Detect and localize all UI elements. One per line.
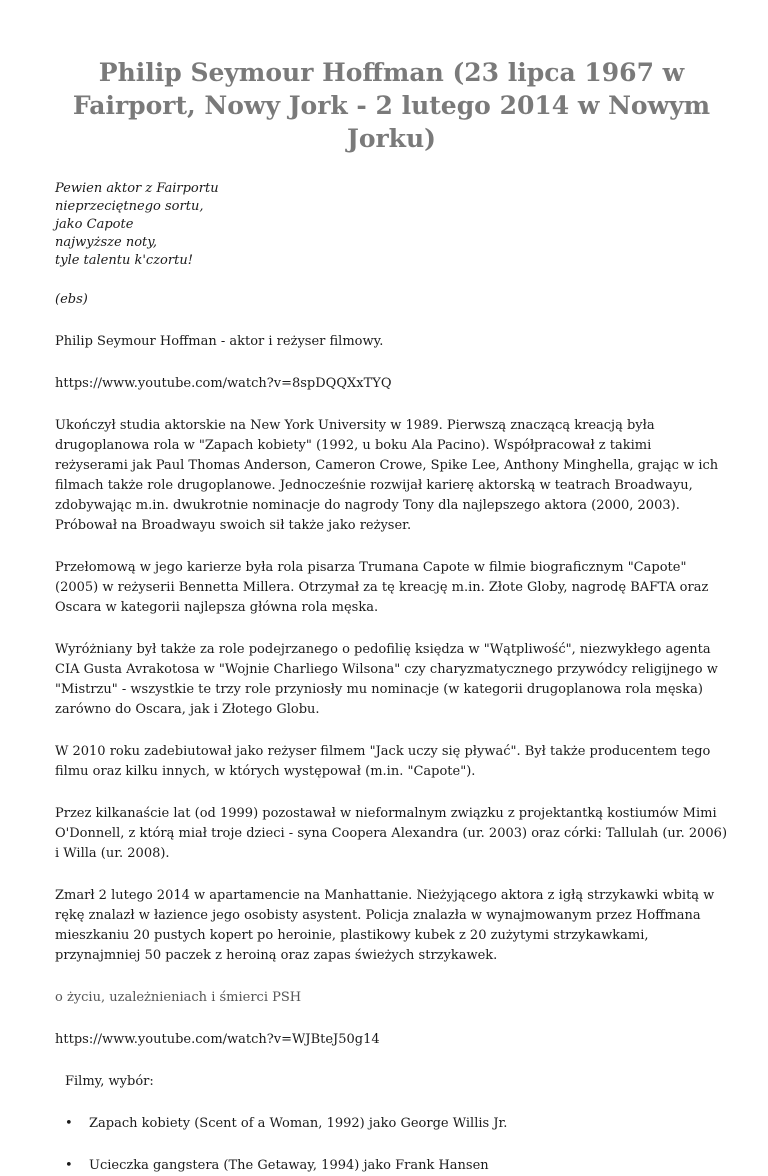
film-title: Ucieczka gangstera (The Getaway, 1994) jako Frank Hansen [89, 1158, 489, 1173]
video-caption: o życiu, uzależnieniach i śmierci PSH [55, 990, 302, 1005]
bio-paragraph-capote: Przełomową w jego karierze była rola pisarza Trumana Capote w filmie biograficznym "Capote" (2005) w reżyserii Bennetta Millera. Otrzymał za tę kreację m.in. Złote Globy, nagrodę BAFTA oraz Oscara w kategorii najlepsza główna rola męska. [55, 560, 709, 615]
list-item [55, 1114, 728, 1134]
poem [55, 180, 728, 270]
bio-paragraph-family: Przez kilkanaście lat (od 1999) pozostawał w nieformalnym związku z projektantką kostiumów Mimi O'Donnell, z którą miał troje dzieci - syna Coopera Alexandra (ur. 2003) oraz córki: Tallulah (ur. 2006) i Willa (ur. 2008). [55, 806, 728, 861]
youtube-link-2[interactable]: https://www.youtube.com/watch?v=WJBteJ50g14 [55, 1032, 380, 1047]
poem-line: tyle talentu k'czortu! [55, 253, 193, 268]
bio-paragraph-directing: W 2010 roku zadebiutował jako reżyser filmem "Jack uczy się pływać". Był także producentem tego filmu oraz kilku innych, w których występował (m.in. "Capote"). [55, 744, 711, 779]
films-heading: Filmy, wybór: [65, 1074, 154, 1089]
films-list [55, 1114, 728, 1176]
film-title: Zapach kobiety (Scent of a Woman, 1992) jako George Willis Jr. [89, 1116, 508, 1131]
bullet-icon: • [65, 1158, 73, 1173]
page-title: Philip Seymour Hoffman (23 lipca 1967 w Fairport, Nowy Jork - 2 lutego 2014 w Nowym Jorku) [72, 58, 711, 153]
poem-signature: (ebs) [55, 292, 88, 307]
poem-line: Pewien aktor z Fairportu [55, 181, 219, 196]
document-page [0, 56, 768, 1176]
bio-paragraph-awards: Wyróżniany był także za role podejrzanego o pedofilię księdza w "Wątpliwość", niezwykłego agenta CIA Gusta Avrakotosa w "Wojnie Charliego Wilsona" czy charyzmatycznego przywódcy religijnego w "Mistrzu" - wszystkie te trzy role przyniosły mu nominacje (w kategorii drugoplanowa rola męska) zarówno do Oscara, jak i Złotego Globu. [55, 642, 718, 717]
list-item [55, 1156, 728, 1176]
bio-paragraph-death: Zmarł 2 lutego 2014 w apartamencie na Manhattanie. Nieżyjącego aktora z igłą strzykawki wbitą w rękę znalazł w łazience jego osobisty asystent. Policja znalazła w wynajmowanym przez Hoffmana mieszkaniu 20 pustych kopert po heroinie, plastikowy kubek z 20 zużytymi strzykawkami, przynajmniej 50 paczek z heroiną oraz zapas świeżych strzykawek. [55, 888, 715, 963]
poem-line: nieprzeciętnego sortu, [55, 199, 204, 214]
intro-paragraph: Philip Seymour Hoffman - aktor i reżyser filmowy. [55, 334, 384, 349]
poem-line: jako Capote [55, 217, 134, 232]
poem-line: najwyższe noty, [55, 235, 157, 250]
bio-paragraph-education: Ukończył studia aktorskie na New York University w 1989. Pierwszą znaczącą kreacją była drugoplanowa rola w "Zapach kobiety" (1992, u boku Ala Pacino). Współpracował z takimi reżyserami jak Paul Thomas Anderson, Cameron Crowe, Spike Lee, Anthony Minghella, grając w ich filmach także role drugoplanowe. Jednocześnie rozwijał karierę aktorską w teatrach Broadwayu, zdobywając m.in. dwukrotnie nominacje do nagrody Tony dla najlepszego aktora (2000, 2003). Próbował na Broadwayu swoich sił także jako reżyser. [55, 418, 719, 533]
youtube-link-1[interactable]: https://www.youtube.com/watch?v=8spDQQXxTYQ [55, 376, 392, 391]
bullet-icon: • [65, 1116, 73, 1131]
